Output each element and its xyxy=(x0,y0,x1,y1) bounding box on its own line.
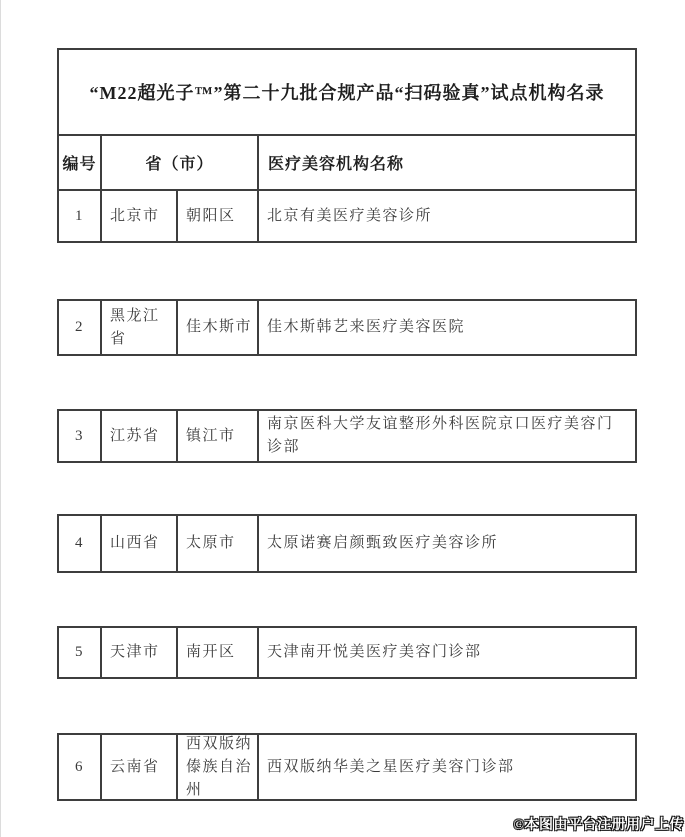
scan-edge-artifact xyxy=(0,0,1,837)
row-province-cell: 北京市 xyxy=(102,191,178,241)
row-province-cell: 江苏省 xyxy=(102,411,178,461)
row-province-cell: 黑龙江省 xyxy=(102,301,178,354)
row-city-cell: 南开区 xyxy=(178,628,259,677)
row-number-cell: 5 xyxy=(59,628,102,677)
table-row xyxy=(57,514,637,573)
row-province-cell: 天津市 xyxy=(102,628,178,677)
table-row xyxy=(57,733,637,801)
row-number-cell: 6 xyxy=(59,735,102,799)
row-province-cell: 山西省 xyxy=(102,516,178,571)
row-city-cell: 太原市 xyxy=(178,516,259,571)
column-header-institution: 医疗美容机构名称 xyxy=(268,156,405,173)
column-header-province-city: 省（市） xyxy=(102,136,259,189)
row-institution-cell: 北京有美医疗美容诊所 xyxy=(267,207,433,224)
row-institution-cell: 西双版纳华美之星医疗美容门诊部 xyxy=(267,758,515,775)
table-top-block xyxy=(57,48,637,243)
row-number-cell: 1 xyxy=(59,191,102,241)
table-row xyxy=(59,191,635,241)
column-header-number: 编号 xyxy=(59,136,102,189)
platform-upload-watermark: ©本图由平台注册用户上传 xyxy=(513,818,684,833)
row-institution-cell: 南京医科大学友谊整形外科医院京口医疗美容门诊部 xyxy=(267,416,614,455)
table-row xyxy=(57,299,637,356)
row-city-cell: 西双版纳傣族自治州 xyxy=(178,735,259,799)
table-header-row xyxy=(59,136,635,191)
row-province-cell: 云南省 xyxy=(102,735,178,799)
row-institution-cell: 天津南开悦美医疗美容门诊部 xyxy=(267,644,482,660)
table-row xyxy=(57,409,637,463)
row-city-cell: 佳木斯市 xyxy=(178,301,259,354)
row-institution-cell: 太原诺赛启颜甄致医疗美容诊所 xyxy=(267,535,499,551)
row-city-cell: 朝阳区 xyxy=(178,191,259,241)
table-row xyxy=(57,626,637,679)
row-number-cell: 3 xyxy=(59,411,102,461)
row-institution-cell: 佳木斯韩艺来医疗美容医院 xyxy=(267,319,466,335)
document-title: “M22超光子™”第二十九批合规产品“扫码验真”试点机构名录 xyxy=(59,50,635,136)
row-number-cell: 2 xyxy=(59,301,102,354)
row-number-cell: 4 xyxy=(59,516,102,571)
row-city-cell: 镇江市 xyxy=(178,411,259,461)
